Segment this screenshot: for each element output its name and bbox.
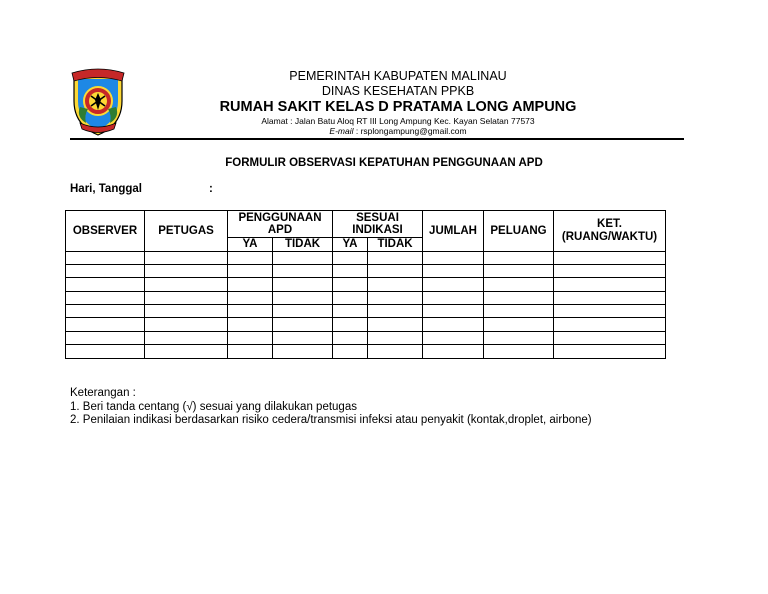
email-line	[140, 126, 656, 136]
table-cell[interactable]	[66, 291, 145, 304]
header-jumlah: JUMLAH	[423, 211, 484, 252]
table-cell[interactable]	[273, 291, 333, 304]
table-cell[interactable]	[273, 251, 333, 264]
note-item: 2. Penilaian indikasi berdasarkan risiko cedera/transmisi infeksi atau penyakit (kontak,droplet, airbone)	[70, 414, 592, 426]
table-cell[interactable]	[554, 318, 666, 331]
table-cell[interactable]	[145, 345, 228, 358]
table-cell[interactable]	[228, 278, 273, 291]
table-cell[interactable]	[423, 251, 484, 264]
header-sesuai-indikasi: SESUAI INDIKASI	[333, 211, 423, 238]
table-row	[66, 264, 666, 277]
table-cell[interactable]	[228, 305, 273, 318]
table-cell[interactable]	[423, 291, 484, 304]
table-cell[interactable]	[423, 305, 484, 318]
hospital-name: RUMAH SAKIT KELAS D PRATAMA LONG AMPUNG	[219, 99, 577, 115]
table-cell[interactable]	[145, 278, 228, 291]
date-colon: :	[209, 183, 213, 195]
table-cell[interactable]	[333, 264, 368, 277]
table-cell[interactable]	[554, 345, 666, 358]
table-cell[interactable]	[368, 345, 423, 358]
table-row	[66, 318, 666, 331]
table-cell[interactable]	[368, 305, 423, 318]
table-cell[interactable]	[554, 278, 666, 291]
table-cell[interactable]	[368, 291, 423, 304]
address-line: Alamat : Jalan Batu Aloq RT III Long Ampung Kec. Kayan Selatan 77573	[261, 116, 535, 126]
table-cell[interactable]	[66, 278, 145, 291]
header-apd-ya: YA	[228, 238, 273, 252]
table-cell[interactable]	[228, 331, 273, 344]
header-observer: OBSERVER	[66, 211, 145, 252]
table-cell[interactable]	[145, 305, 228, 318]
table-cell[interactable]	[554, 251, 666, 264]
table-body	[66, 251, 666, 358]
table-cell[interactable]	[423, 318, 484, 331]
table-cell[interactable]	[333, 305, 368, 318]
table-cell[interactable]	[145, 318, 228, 331]
letterhead	[140, 69, 656, 136]
table-cell[interactable]	[333, 331, 368, 344]
table-row	[66, 331, 666, 344]
table-cell[interactable]	[228, 318, 273, 331]
table-cell[interactable]	[423, 331, 484, 344]
table-cell[interactable]	[333, 278, 368, 291]
observation-table	[65, 210, 666, 359]
table-cell[interactable]	[145, 331, 228, 344]
form-title: FORMULIR OBSERVASI KEPATUHAN PENGGUNAAN APD	[225, 157, 543, 169]
note-item: 1. Beri tanda centang (√) sesuai yang dilakukan petugas	[70, 400, 357, 413]
header-apd-tidak: TIDAK	[273, 238, 333, 252]
table-cell[interactable]	[66, 305, 145, 318]
header-indikasi-ya: YA	[333, 238, 368, 252]
table-cell[interactable]	[66, 345, 145, 358]
table-cell[interactable]	[423, 264, 484, 277]
table-cell[interactable]	[228, 345, 273, 358]
table-cell[interactable]	[273, 345, 333, 358]
table-cell[interactable]	[66, 318, 145, 331]
table-cell[interactable]	[368, 251, 423, 264]
table-cell[interactable]	[368, 318, 423, 331]
table-cell[interactable]	[273, 318, 333, 331]
table-cell[interactable]	[368, 331, 423, 344]
table-cell[interactable]	[484, 264, 554, 277]
table-cell[interactable]	[484, 318, 554, 331]
agency-name: DINAS KESEHATAN PPKB	[321, 84, 475, 98]
table-cell[interactable]	[273, 264, 333, 277]
table-cell[interactable]	[273, 331, 333, 344]
government-name: PEMERINTAH KABUPATEN MALINAU	[289, 69, 507, 83]
table-cell[interactable]	[484, 345, 554, 358]
table-row	[66, 305, 666, 318]
notes-section	[70, 387, 592, 428]
table-cell[interactable]	[333, 291, 368, 304]
table-cell[interactable]	[273, 278, 333, 291]
table-cell[interactable]	[484, 291, 554, 304]
table-cell[interactable]	[145, 251, 228, 264]
date-field	[70, 183, 213, 195]
table-cell[interactable]	[484, 305, 554, 318]
table-cell[interactable]	[333, 251, 368, 264]
table-cell[interactable]	[228, 291, 273, 304]
table-cell[interactable]	[273, 305, 333, 318]
table-cell[interactable]	[554, 264, 666, 277]
table-row	[66, 345, 666, 358]
table-cell[interactable]	[228, 251, 273, 264]
table-cell[interactable]	[66, 251, 145, 264]
table-cell[interactable]	[66, 264, 145, 277]
table-cell[interactable]	[368, 264, 423, 277]
letterhead-divider	[70, 138, 684, 140]
table-cell[interactable]	[554, 305, 666, 318]
table-cell[interactable]	[333, 345, 368, 358]
table-row	[66, 278, 666, 291]
regency-crest-icon	[70, 67, 126, 137]
table-cell[interactable]	[484, 331, 554, 344]
table-row	[66, 251, 666, 264]
header-indikasi-tidak: TIDAK	[368, 238, 423, 252]
notes-heading: Keterangan :	[70, 387, 136, 399]
table-cell[interactable]	[484, 251, 554, 264]
table-cell[interactable]	[554, 331, 666, 344]
table-row	[66, 291, 666, 304]
email-value: : rsplongampung@gmail.com	[353, 126, 467, 136]
header-peluang: PELUANG	[484, 211, 554, 252]
table-cell[interactable]	[423, 345, 484, 358]
email-label: E-mail	[329, 126, 354, 136]
table-cell[interactable]	[145, 264, 228, 277]
table-cell[interactable]	[484, 278, 554, 291]
header-penggunaan-apd: PENGGUNAAN APD	[228, 211, 333, 238]
header-keterangan: KET. (RUANG/WAKTU)	[554, 211, 666, 252]
table-cell[interactable]	[554, 291, 666, 304]
table-cell[interactable]	[228, 264, 273, 277]
table-cell[interactable]	[66, 331, 145, 344]
header-petugas: PETUGAS	[145, 211, 228, 252]
date-label: Hari, Tanggal	[70, 183, 142, 195]
table-cell[interactable]	[423, 278, 484, 291]
table-cell[interactable]	[145, 291, 228, 304]
table-cell[interactable]	[368, 278, 423, 291]
table-cell[interactable]	[333, 318, 368, 331]
